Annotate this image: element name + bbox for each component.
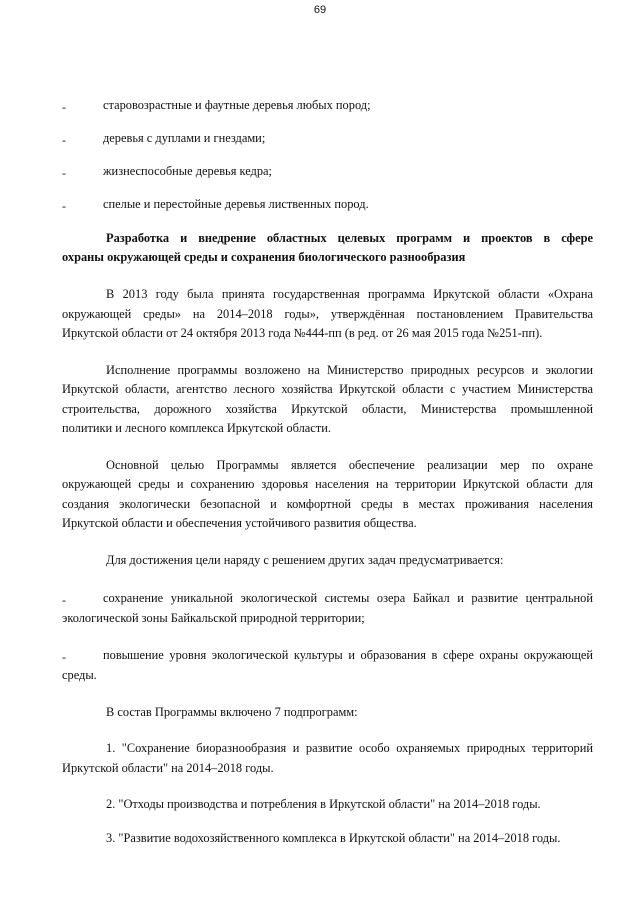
paragraph-line: политики и лесного комплекса Иркутской области.: [62, 421, 331, 435]
paragraph-line: В 2013 году была принята государственная программа Иркутской области «Охрана: [106, 287, 593, 301]
section-heading-line: Разработка и внедрение областных целевых программ и проектов в сфере: [106, 231, 593, 245]
page-number: 69: [313, 4, 327, 16]
list-bullet-dash: -: [62, 199, 66, 213]
list-item-line: среды.: [62, 668, 97, 682]
list-item-line: экологической зоны Байкальской природной территории;: [62, 611, 365, 625]
subprogram-line: 1. "Сохранение биоразнообразия и развитие особо охраняемых природных территорий: [106, 741, 593, 755]
subprogram-line: 2. "Отходы производства и потребления в Иркутской области" на 2014–2018 годы.: [106, 797, 541, 811]
paragraph-line: строительства, дорожного хозяйства Иркутской области, Министерства промышленной: [62, 402, 593, 416]
paragraph-line: Для достижения цели наряду с решением других задач предусматривается:: [106, 553, 504, 567]
list-bullet-dash: -: [62, 166, 66, 180]
paragraph-line: окружающей среды и сохранению здоровья населения на территории Иркутской области для: [62, 477, 593, 491]
paragraph-line: Иркутской области и обеспечения устойчивого развития общества.: [62, 516, 417, 530]
paragraph-line: Иркутской области от 24 октября 2013 года №444-пп (в ред. от 26 мая 2015 года №251-пп).: [62, 326, 543, 340]
paragraph-line: Иркутской области, агентство лесного хозяйства Иркутской области с участием Министерства: [62, 382, 593, 396]
list-item: спелые и перестойные деревья лиственных пород.: [103, 197, 369, 211]
list-bullet-dash: -: [62, 650, 66, 664]
paragraph-line: создания экологически безопасной и комфортной среды в местах проживания населения: [62, 497, 593, 511]
paragraph-line: Основной целью Программы является обеспечение реализации мер по охране: [106, 458, 593, 472]
subprogram-line: 3. "Развитие водохозяйственного комплекса в Иркутской области" на 2014–2018 годы.: [106, 831, 561, 845]
paragraph-line: В состав Программы включено 7 подпрограмм:: [106, 705, 358, 719]
list-item: жизнеспособные деревья кедра;: [103, 164, 272, 178]
list-item-line: сохранение уникальной экологической системы озера Байкал и развитие центральной: [103, 591, 593, 605]
list-bullet-dash: -: [62, 133, 66, 147]
list-item-line: повышение уровня экологической культуры и образования в сфере охраны окружающей: [103, 648, 593, 662]
paragraph-line: Исполнение программы возложено на Министерство природных ресурсов и экологии: [106, 363, 593, 377]
paragraph-line: окружающей среды» на 2014–2018 годы», утверждённая постановлением Правительства: [62, 307, 593, 321]
list-item: деревья с дуплами и гнездами;: [103, 131, 266, 145]
list-bullet-dash: -: [62, 593, 66, 607]
list-bullet-dash: -: [62, 100, 66, 114]
subprogram-line: Иркутской области" на 2014–2018 годы.: [62, 761, 274, 775]
section-heading-line: охраны окружающей среды и сохранения биологического разнообразия: [62, 250, 466, 264]
list-item: старовозрастные и фаутные деревья любых пород;: [103, 98, 371, 112]
